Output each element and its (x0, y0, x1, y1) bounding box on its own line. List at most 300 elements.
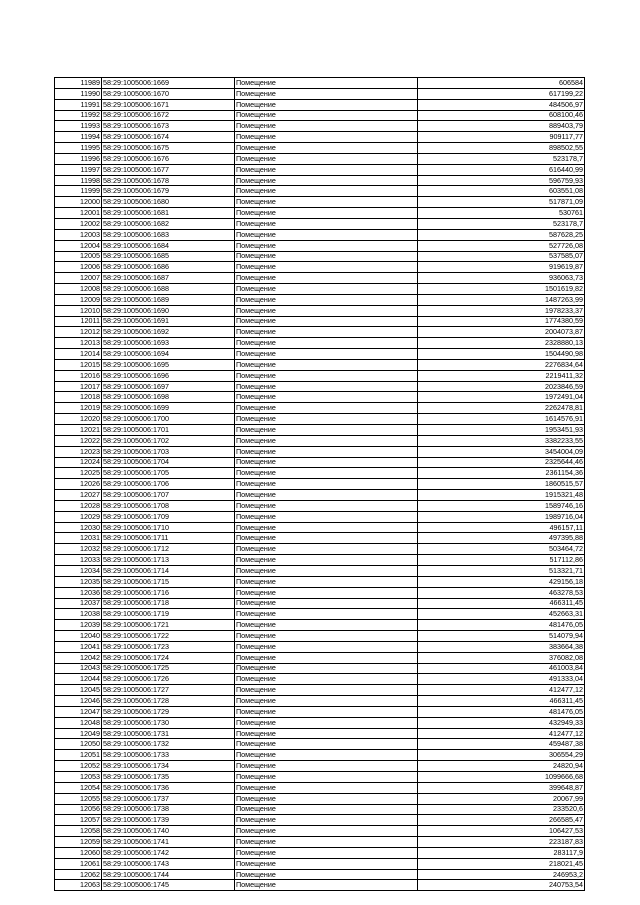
object-type-cell: Помещение (235, 284, 418, 295)
cadastral-number-cell: 58:29:1005006:1732 (102, 739, 235, 750)
row-number-cell: 12035 (55, 576, 102, 587)
cadastral-number-cell: 58:29:1005006:1715 (102, 576, 235, 587)
cadastral-number-cell: 58:29:1005006:1698 (102, 392, 235, 403)
cadastral-number-cell: 58:29:1005006:1736 (102, 782, 235, 793)
cadastral-value-cell: 233520,6 (418, 804, 585, 815)
table-row (55, 750, 585, 761)
cadastral-number-cell: 58:29:1005006:1676 (102, 153, 235, 164)
cadastral-number-cell: 58:29:1005006:1719 (102, 609, 235, 620)
row-number-cell: 12050 (55, 739, 102, 750)
table-row (55, 565, 585, 576)
cadastral-value-cell: 1972491,04 (418, 392, 585, 403)
cadastral-value-cell: 432949,33 (418, 717, 585, 728)
table-row (55, 294, 585, 305)
table-row (55, 262, 585, 273)
cadastral-value-cell: 1504490,98 (418, 349, 585, 360)
table-row (55, 620, 585, 631)
row-number-cell: 11994 (55, 132, 102, 143)
row-number-cell: 12000 (55, 197, 102, 208)
cadastral-value-cell: 20067,99 (418, 793, 585, 804)
row-number-cell: 12040 (55, 631, 102, 642)
table-row (55, 728, 585, 739)
table-row (55, 490, 585, 501)
object-type-cell: Помещение (235, 641, 418, 652)
cadastral-value-cell: 1978233,37 (418, 305, 585, 316)
row-number-cell: 12044 (55, 674, 102, 685)
row-number-cell: 12014 (55, 349, 102, 360)
row-number-cell: 12011 (55, 316, 102, 327)
cadastral-number-cell: 58:29:1005006:1689 (102, 294, 235, 305)
cadastral-value-cell: 463278,53 (418, 587, 585, 598)
cadastral-number-cell: 58:29:1005006:1705 (102, 468, 235, 479)
object-type-cell: Помещение (235, 392, 418, 403)
table-row (55, 370, 585, 381)
table-row (55, 425, 585, 436)
object-type-cell: Помещение (235, 316, 418, 327)
table-row (55, 717, 585, 728)
cadastral-value-cell: 1860515,57 (418, 479, 585, 490)
cadastral-value-cell: 919619,87 (418, 262, 585, 273)
cadastral-value-cell: 484506,97 (418, 99, 585, 110)
object-type-cell: Помещение (235, 522, 418, 533)
table-row (55, 414, 585, 425)
row-number-cell: 12041 (55, 641, 102, 652)
table-row (55, 815, 585, 826)
cadastral-value-cell: 412477,12 (418, 728, 585, 739)
cadastral-number-cell: 58:29:1005006:1684 (102, 240, 235, 251)
cadastral-value-cell: 459487,38 (418, 739, 585, 750)
cadastral-value-cell: 246953,2 (418, 869, 585, 880)
cadastral-number-cell: 58:29:1005006:1699 (102, 403, 235, 414)
object-type-cell: Помещение (235, 847, 418, 858)
cadastral-value-cell: 617199,22 (418, 88, 585, 99)
cadastral-value-cell: 376082,08 (418, 652, 585, 663)
object-type-cell: Помещение (235, 164, 418, 175)
cadastral-value-cell: 898502,55 (418, 143, 585, 154)
row-number-cell: 12026 (55, 479, 102, 490)
cadastral-value-table (54, 77, 585, 891)
object-type-cell: Помещение (235, 349, 418, 360)
cadastral-number-cell: 58:29:1005006:1670 (102, 88, 235, 99)
cadastral-value-cell: 889403,79 (418, 121, 585, 132)
cadastral-number-cell: 58:29:1005006:1680 (102, 197, 235, 208)
cadastral-number-cell: 58:29:1005006:1738 (102, 804, 235, 815)
object-type-cell: Помещение (235, 826, 418, 837)
cadastral-value-cell: 2325644,46 (418, 457, 585, 468)
cadastral-value-cell: 2004073,87 (418, 327, 585, 338)
object-type-cell: Помещение (235, 251, 418, 262)
cadastral-value-cell: 481476,05 (418, 620, 585, 631)
row-number-cell: 12031 (55, 533, 102, 544)
row-number-cell: 12054 (55, 782, 102, 793)
object-type-cell: Помещение (235, 414, 418, 425)
cadastral-number-cell: 58:29:1005006:1710 (102, 522, 235, 533)
cadastral-number-cell: 58:29:1005006:1727 (102, 685, 235, 696)
row-number-cell: 11997 (55, 164, 102, 175)
cadastral-number-cell: 58:29:1005006:1706 (102, 479, 235, 490)
cadastral-number-cell: 58:29:1005006:1677 (102, 164, 235, 175)
table-row (55, 847, 585, 858)
object-type-cell: Помещение (235, 143, 418, 154)
cadastral-number-cell: 58:29:1005006:1737 (102, 793, 235, 804)
cadastral-number-cell: 58:29:1005006:1678 (102, 175, 235, 186)
cadastral-number-cell: 58:29:1005006:1685 (102, 251, 235, 262)
cadastral-number-cell: 58:29:1005006:1716 (102, 587, 235, 598)
cadastral-number-cell: 58:29:1005006:1714 (102, 565, 235, 576)
object-type-cell: Помещение (235, 468, 418, 479)
cadastral-value-cell: 1989716,04 (418, 511, 585, 522)
cadastral-value-cell: 514079,94 (418, 631, 585, 642)
object-type-cell: Помещение (235, 457, 418, 468)
object-type-cell: Помещение (235, 175, 418, 186)
table-row (55, 446, 585, 457)
cadastral-number-cell: 58:29:1005006:1672 (102, 110, 235, 121)
cadastral-number-cell: 58:29:1005006:1691 (102, 316, 235, 327)
cadastral-value-cell: 1487263,99 (418, 294, 585, 305)
object-type-cell: Помещение (235, 565, 418, 576)
cadastral-number-cell: 58:29:1005006:1703 (102, 446, 235, 457)
cadastral-number-cell: 58:29:1005006:1700 (102, 414, 235, 425)
object-type-cell: Помещение (235, 381, 418, 392)
row-number-cell: 12024 (55, 457, 102, 468)
row-number-cell: 12030 (55, 522, 102, 533)
table-row (55, 273, 585, 284)
table-row (55, 186, 585, 197)
cadastral-number-cell: 58:29:1005006:1739 (102, 815, 235, 826)
object-type-cell: Помещение (235, 858, 418, 869)
table-row (55, 782, 585, 793)
table-row (55, 132, 585, 143)
table-row (55, 631, 585, 642)
cadastral-value-cell: 1953451,93 (418, 425, 585, 436)
cadastral-value-cell: 24820,94 (418, 761, 585, 772)
table-row (55, 511, 585, 522)
cadastral-value-cell: 412477,12 (418, 685, 585, 696)
cadastral-value-cell: 383664,38 (418, 641, 585, 652)
table-row (55, 652, 585, 663)
cadastral-number-cell: 58:29:1005006:1671 (102, 99, 235, 110)
cadastral-number-cell: 58:29:1005006:1733 (102, 750, 235, 761)
object-type-cell: Помещение (235, 338, 418, 349)
object-type-cell: Помещение (235, 576, 418, 587)
cadastral-value-cell: 606584 (418, 78, 585, 89)
cadastral-number-cell: 58:29:1005006:1687 (102, 273, 235, 284)
row-number-cell: 11993 (55, 121, 102, 132)
table-row (55, 218, 585, 229)
row-number-cell: 11990 (55, 88, 102, 99)
cadastral-number-cell: 58:29:1005006:1726 (102, 674, 235, 685)
object-type-cell: Помещение (235, 706, 418, 717)
cadastral-value-cell: 537585,07 (418, 251, 585, 262)
row-number-cell: 12020 (55, 414, 102, 425)
table-row (55, 164, 585, 175)
cadastral-number-cell: 58:29:1005006:1713 (102, 555, 235, 566)
row-number-cell: 12043 (55, 663, 102, 674)
cadastral-number-cell: 58:29:1005006:1695 (102, 359, 235, 370)
row-number-cell: 11991 (55, 99, 102, 110)
table-row (55, 121, 585, 132)
object-type-cell: Помещение (235, 631, 418, 642)
row-number-cell: 12018 (55, 392, 102, 403)
row-number-cell: 12001 (55, 208, 102, 219)
row-number-cell: 12021 (55, 425, 102, 436)
cadastral-value-cell: 523178,7 (418, 153, 585, 164)
row-number-cell: 12017 (55, 381, 102, 392)
table-row (55, 837, 585, 848)
row-number-cell: 12058 (55, 826, 102, 837)
object-type-cell: Помещение (235, 262, 418, 273)
table-row (55, 858, 585, 869)
object-type-cell: Помещение (235, 121, 418, 132)
object-type-cell: Помещение (235, 435, 418, 446)
object-type-cell: Помещение (235, 305, 418, 316)
table-row (55, 869, 585, 880)
cadastral-value-cell: 466311,45 (418, 696, 585, 707)
table-row (55, 533, 585, 544)
object-type-cell: Помещение (235, 88, 418, 99)
table-row (55, 338, 585, 349)
cadastral-value-cell: 3454004,09 (418, 446, 585, 457)
cadastral-value-cell: 587628,25 (418, 229, 585, 240)
table-row (55, 772, 585, 783)
row-number-cell: 12036 (55, 587, 102, 598)
cadastral-value-cell: 513321,71 (418, 565, 585, 576)
row-number-cell: 12048 (55, 717, 102, 728)
cadastral-value-cell: 936063,73 (418, 273, 585, 284)
row-number-cell: 12051 (55, 750, 102, 761)
cadastral-value-cell: 530761 (418, 208, 585, 219)
table-row (55, 457, 585, 468)
object-type-cell: Помещение (235, 186, 418, 197)
object-type-cell: Помещение (235, 229, 418, 240)
cadastral-number-cell: 58:29:1005006:1707 (102, 490, 235, 501)
row-number-cell: 11998 (55, 175, 102, 186)
cadastral-number-cell: 58:29:1005006:1709 (102, 511, 235, 522)
row-number-cell: 12037 (55, 598, 102, 609)
table-row (55, 826, 585, 837)
cadastral-value-cell: 596759,93 (418, 175, 585, 186)
cadastral-value-cell: 523178,7 (418, 218, 585, 229)
table-row (55, 663, 585, 674)
table-row (55, 804, 585, 815)
object-type-cell: Помещение (235, 153, 418, 164)
row-number-cell: 12042 (55, 652, 102, 663)
table-row (55, 305, 585, 316)
object-type-cell: Помещение (235, 696, 418, 707)
cadastral-number-cell: 58:29:1005006:1711 (102, 533, 235, 544)
row-number-cell: 12016 (55, 370, 102, 381)
table-row (55, 576, 585, 587)
table-row (55, 609, 585, 620)
cadastral-number-cell: 58:29:1005006:1686 (102, 262, 235, 273)
cadastral-value-cell: 2219411,32 (418, 370, 585, 381)
object-type-cell: Помещение (235, 99, 418, 110)
row-number-cell: 12061 (55, 858, 102, 869)
table-row (55, 110, 585, 121)
cadastral-value-cell: 106427,53 (418, 826, 585, 837)
table-row (55, 793, 585, 804)
cadastral-value-cell: 517871,09 (418, 197, 585, 208)
cadastral-number-cell: 58:29:1005006:1682 (102, 218, 235, 229)
object-type-cell: Помещение (235, 728, 418, 739)
object-type-cell: Помещение (235, 587, 418, 598)
table-row (55, 197, 585, 208)
row-number-cell: 12063 (55, 880, 102, 891)
cadastral-number-cell: 58:29:1005006:1679 (102, 186, 235, 197)
object-type-cell: Помещение (235, 837, 418, 848)
object-type-cell: Помещение (235, 652, 418, 663)
cadastral-value-cell: 503464,72 (418, 544, 585, 555)
object-type-cell: Помещение (235, 750, 418, 761)
cadastral-value-cell: 1614576,91 (418, 414, 585, 425)
row-number-cell: 12053 (55, 772, 102, 783)
object-type-cell: Помещение (235, 78, 418, 89)
object-type-cell: Помещение (235, 446, 418, 457)
row-number-cell: 12023 (55, 446, 102, 457)
cadastral-value-cell: 496157,11 (418, 522, 585, 533)
row-number-cell: 12027 (55, 490, 102, 501)
table-row (55, 403, 585, 414)
cadastral-number-cell: 58:29:1005006:1696 (102, 370, 235, 381)
cadastral-value-cell: 452663,31 (418, 609, 585, 620)
object-type-cell: Помещение (235, 739, 418, 750)
cadastral-value-cell: 2023846,59 (418, 381, 585, 392)
cadastral-number-cell: 58:29:1005006:1712 (102, 544, 235, 555)
cadastral-number-cell: 58:29:1005006:1718 (102, 598, 235, 609)
cadastral-number-cell: 58:29:1005006:1723 (102, 641, 235, 652)
table-row (55, 500, 585, 511)
table-row (55, 349, 585, 360)
table-row (55, 78, 585, 89)
table-row (55, 685, 585, 696)
cadastral-number-cell: 58:29:1005006:1697 (102, 381, 235, 392)
row-number-cell: 12059 (55, 837, 102, 848)
object-type-cell: Помещение (235, 598, 418, 609)
cadastral-number-cell: 58:29:1005006:1735 (102, 772, 235, 783)
table-row (55, 696, 585, 707)
row-number-cell: 12045 (55, 685, 102, 696)
cadastral-number-cell: 58:29:1005006:1728 (102, 696, 235, 707)
object-type-cell: Помещение (235, 663, 418, 674)
object-type-cell: Помещение (235, 359, 418, 370)
cadastral-number-cell: 58:29:1005006:1675 (102, 143, 235, 154)
cadastral-value-cell: 1774380,59 (418, 316, 585, 327)
row-number-cell: 12056 (55, 804, 102, 815)
object-type-cell: Помещение (235, 685, 418, 696)
cadastral-number-cell: 58:29:1005006:1693 (102, 338, 235, 349)
row-number-cell: 11996 (55, 153, 102, 164)
object-type-cell: Помещение (235, 544, 418, 555)
cadastral-number-cell: 58:29:1005006:1722 (102, 631, 235, 642)
table-row (55, 88, 585, 99)
object-type-cell: Помещение (235, 208, 418, 219)
row-number-cell: 12062 (55, 869, 102, 880)
row-number-cell: 12004 (55, 240, 102, 251)
row-number-cell: 12013 (55, 338, 102, 349)
cadastral-value-cell: 461003,84 (418, 663, 585, 674)
row-number-cell: 12022 (55, 435, 102, 446)
object-type-cell: Помещение (235, 717, 418, 728)
row-number-cell: 12003 (55, 229, 102, 240)
table-row (55, 143, 585, 154)
object-type-cell: Помещение (235, 425, 418, 436)
table-row (55, 587, 585, 598)
object-type-cell: Помещение (235, 620, 418, 631)
table-row (55, 468, 585, 479)
cadastral-number-cell: 58:29:1005006:1681 (102, 208, 235, 219)
cadastral-number-cell: 58:29:1005006:1701 (102, 425, 235, 436)
row-number-cell: 12060 (55, 847, 102, 858)
object-type-cell: Помещение (235, 273, 418, 284)
cadastral-value-cell: 306554,29 (418, 750, 585, 761)
cadastral-value-cell: 218021,45 (418, 858, 585, 869)
cadastral-number-cell: 58:29:1005006:1724 (102, 652, 235, 663)
object-type-cell: Помещение (235, 479, 418, 490)
row-number-cell: 12046 (55, 696, 102, 707)
row-number-cell: 12008 (55, 284, 102, 295)
cadastral-value-cell: 517112,86 (418, 555, 585, 566)
cadastral-number-cell: 58:29:1005006:1708 (102, 500, 235, 511)
cadastral-value-cell: 497395,88 (418, 533, 585, 544)
table-row (55, 706, 585, 717)
cadastral-value-cell: 1915321,48 (418, 490, 585, 501)
cadastral-number-cell: 58:29:1005006:1745 (102, 880, 235, 891)
row-number-cell: 12010 (55, 305, 102, 316)
row-number-cell: 12009 (55, 294, 102, 305)
table-row (55, 381, 585, 392)
row-number-cell: 12025 (55, 468, 102, 479)
object-type-cell: Помещение (235, 772, 418, 783)
table-row (55, 739, 585, 750)
object-type-cell: Помещение (235, 294, 418, 305)
cadastral-value-cell: 2276834,64 (418, 359, 585, 370)
row-number-cell: 11992 (55, 110, 102, 121)
cadastral-value-cell: 603551,08 (418, 186, 585, 197)
object-type-cell: Помещение (235, 804, 418, 815)
object-type-cell: Помещение (235, 490, 418, 501)
object-type-cell: Помещение (235, 511, 418, 522)
row-number-cell: 12015 (55, 359, 102, 370)
object-type-cell: Помещение (235, 815, 418, 826)
table-row (55, 761, 585, 772)
cadastral-number-cell: 58:29:1005006:1741 (102, 837, 235, 848)
cadastral-number-cell: 58:29:1005006:1729 (102, 706, 235, 717)
cadastral-value-cell: 3382233,55 (418, 435, 585, 446)
object-type-cell: Помещение (235, 674, 418, 685)
object-type-cell: Помещение (235, 327, 418, 338)
object-type-cell: Помещение (235, 403, 418, 414)
object-type-cell: Помещение (235, 132, 418, 143)
cadastral-value-cell: 429156,18 (418, 576, 585, 587)
cadastral-value-cell: 2262478,81 (418, 403, 585, 414)
row-number-cell: 11995 (55, 143, 102, 154)
table-row (55, 316, 585, 327)
table-row (55, 153, 585, 164)
row-number-cell: 12005 (55, 251, 102, 262)
table-row (55, 284, 585, 295)
object-type-cell: Помещение (235, 500, 418, 511)
cadastral-number-cell: 58:29:1005006:1721 (102, 620, 235, 631)
cadastral-value-cell: 2328880,13 (418, 338, 585, 349)
cadastral-value-cell: 466311,45 (418, 598, 585, 609)
table-row (55, 544, 585, 555)
cadastral-value-cell: 283117,9 (418, 847, 585, 858)
row-number-cell: 12039 (55, 620, 102, 631)
row-number-cell: 12028 (55, 500, 102, 511)
row-number-cell: 12012 (55, 327, 102, 338)
table-row (55, 175, 585, 186)
cadastral-value-cell: 491333,04 (418, 674, 585, 685)
